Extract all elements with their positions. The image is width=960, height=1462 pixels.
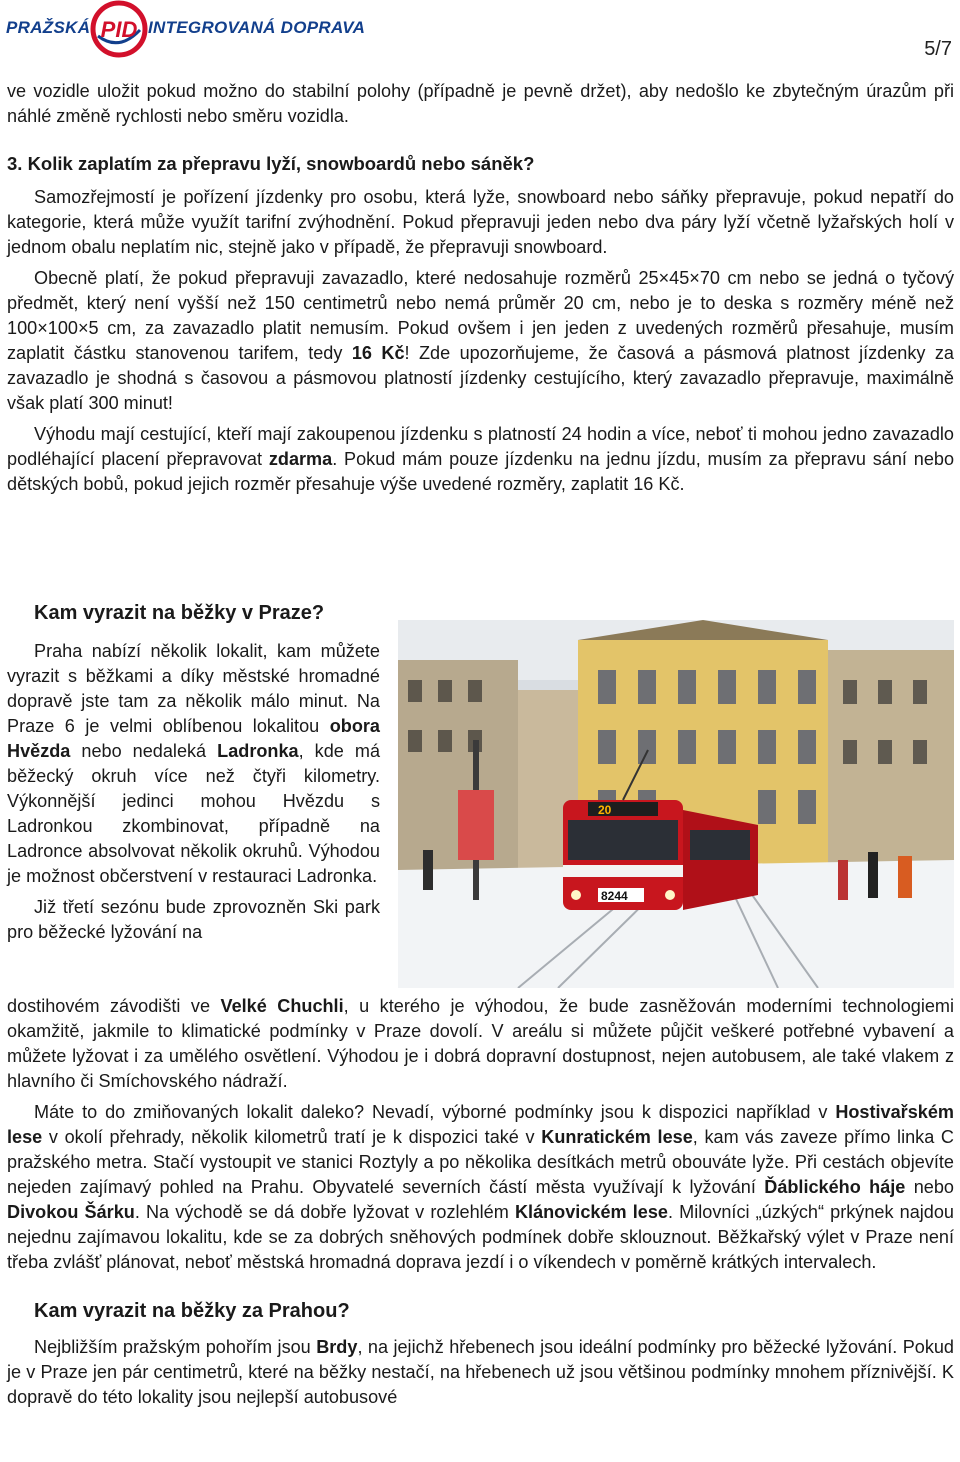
text-run: . Na východě se dá dobře lyžovat v rozlehlém — [134, 1202, 515, 1222]
section-heading-prahou: Kam vyrazit na běžky za Prahou? — [34, 1300, 350, 1322]
bold-run: Velké Chuchli — [220, 996, 344, 1016]
text-run: , u kterého je výhodou, že bude zasněžován moderními technologiemi okamžitě, jakmile to klimatické podmínky v Praze dovolí. V areálu si můžete půjčit veškeré potřebné vybavení a můžete lyžovat i za umělého osvětlení. Výhodou je i dobrá dopravní dostupnost, nejen autobusem, ale také vlakem z hlavního či Smíchovského nádraží. — [7, 996, 954, 1091]
bold-run: Kunratickém lese — [541, 1127, 693, 1147]
praha-paragraph-2-start: Již třetí sezónu bude zprovozněn Ski park pro běžecké lyžování na — [7, 897, 380, 942]
text-run: Výhodu mají cestující, kteří mají zakoupenou jízdenku s platností 24 hodin a více, neboť ti mohou jedno zavazadlo podléhající placení přepravovat — [7, 424, 954, 469]
brand-text-right: INTEGROVANÁ DOPRAVA — [148, 18, 366, 37]
bold-run: obora Hvězda — [7, 716, 380, 761]
text-run: Obecně platí, že pokud přepravuji zavazadlo, které nedosahuje rozměrů 25×45×70 cm nebo se jedná o tyčový předmět, který není vyšší než 150 centimetrů nebo nemá průměr 20 cm, nebo je to deska s rozměry méně než 100×100×5 cm, za zavazadlo platit nemusím. Pokud ovšem i jen jeden z uvedených rozměrů přesahuje, musím zaplatit částku stanovenou tarifem, tedy — [7, 268, 954, 363]
bold-run: zdarma — [268, 449, 333, 469]
brand-text-left: PRAŽSKÁ — [6, 18, 91, 37]
tram-route-sign: 20 — [598, 803, 612, 817]
text-run: . Pokud mám pouze jízdenku na jednu jízdu, musím za přepravu sání nebo dětských bobů, pokud jejich rozměr přesahuje výše uvedené rozměry, zaplatit 16 Kč. — [7, 449, 955, 494]
praha-paragraph-1 — [7, 639, 380, 889]
q3-paragraph-3 — [7, 422, 954, 497]
text-run: Máte to do zmiňovaných lokalit daleko? Nevadí, výborné podmínky jsou k dispozici například v — [34, 1102, 836, 1122]
text-block-praha-continued — [7, 994, 954, 1410]
bold-run: Hostivařském lese — [7, 1102, 954, 1147]
praha-paragraph-3 — [7, 1100, 954, 1275]
price-bold: 16 Kč — [351, 343, 405, 363]
bold-run: Ďáblického háje — [764, 1177, 906, 1197]
tram-photo — [398, 620, 954, 988]
question-heading: 3. Kolik zaplatím za přepravu lyží, snowboardů nebo sáněk? — [7, 153, 535, 174]
page-number: 5/7 — [924, 38, 952, 60]
bold-run: Divokou Šárku — [7, 1202, 135, 1222]
pid-header — [6, 0, 446, 64]
bold-run: Brdy — [316, 1337, 358, 1357]
text-run: Nejbližším pražským pohořím jsou — [34, 1337, 317, 1357]
text-run: . Milovníci „úzkých“ prkýnek najdou nejednu zajímavou lokalitu, kde se za dobrých sněhových podmínek dobře sklouznout. Běžkařský výlet v Praze není třeba zvlášť plánovat, neboť městská hromadná doprava jezdí i o víkendech v poměrně krátkých intervalech. — [7, 1202, 954, 1272]
text-block-top — [7, 79, 954, 497]
bold-run: Ladronka — [217, 741, 299, 761]
text-run: dostihovém závodišti ve — [7, 996, 221, 1016]
text-run: v okolí přehrady, několik kilometrů tratí je k dispozici také v — [42, 1127, 542, 1147]
tram-number: 8244 — [601, 889, 628, 903]
text-run: , kam vás zaveze přímo linka C pražského metra. Stačí vystoupit ve stanici Roztyly a po několika desítkách metrů obouváte lyže. Při cestách objevíte nejeden zajímavý pohled na Prahu. Obyvatelé severních částí města využívají k lyžování — [7, 1127, 955, 1197]
praha-paragraph-2-continued — [7, 994, 954, 1094]
intro-paragraph: ve vozidle uložit pokud možno do stabilní polohy (případně je pevně držet), aby nedošlo ke zbytečným úrazům při náhlé změně rychlosti nebo směru vozidla. — [7, 81, 954, 126]
q3-paragraph-1: Samozřejmostí je pořízení jízdenky pro osobu, která lyže, snowboard nebo sáňky přepravuje, pokud nepatří do kategorie, která může využít tarifní zvýhodnění. Pokud přepravuji jeden nebo dva páry lyží včetně lyžařských holí v jednom obalu neplatím nic, stejně jako v případě, že přepravuji snowboard. — [7, 187, 954, 257]
section-heading-praha: Kam vyrazit na běžky v Praze? — [34, 602, 325, 624]
bold-run: Klánovickém lese — [514, 1202, 668, 1222]
text-block-praha-column — [7, 601, 380, 945]
text-run: nebo — [905, 1177, 954, 1197]
text-run: , na jejichž hřebenech jsou ideální podmínky pro běžecké lyžování. Pokud je v Praze jen pár centimetrů, které na běžky nestačí, na hřebenech už jsou většinou podmínky mnohem příznivější. K dopravě do této lokality jsou nejlepší autobusové — [7, 1337, 954, 1407]
text-run: Praha nabízí několik lokalit, kam můžete vyrazit s běžkami a díky městské hromadné dopravě jste tam za několik málo minut. Na Praze 6 je velmi oblíbenou lokalitou — [7, 641, 380, 736]
text-run: nebo nedaleká — [70, 741, 218, 761]
tram-illustration — [398, 620, 954, 988]
text-run: , kde má běžecký okruh více než čtyři kilometry. Výkonnější jedinci mohou Hvězdu s Ladronkou zkombinovat, případně na Ladronce absolvovat několik okruhů. Výhodou je možnost občerstvení v restauraci Ladronka. — [7, 741, 381, 886]
text-run: ! Zde upozorňujeme, že časová a pásmová platnost jízdenky za zavazadlo je shodná s časovou a pásmovou platností jízdenky cestujícího, který zavazadlo přepravuje, maximálně však platí 300 minut! — [7, 343, 954, 413]
pid-logo-icon — [88, 0, 150, 58]
q3-paragraph-2 — [7, 266, 954, 416]
logo-letters: PID — [100, 17, 138, 42]
prahou-paragraph-1 — [7, 1335, 954, 1410]
